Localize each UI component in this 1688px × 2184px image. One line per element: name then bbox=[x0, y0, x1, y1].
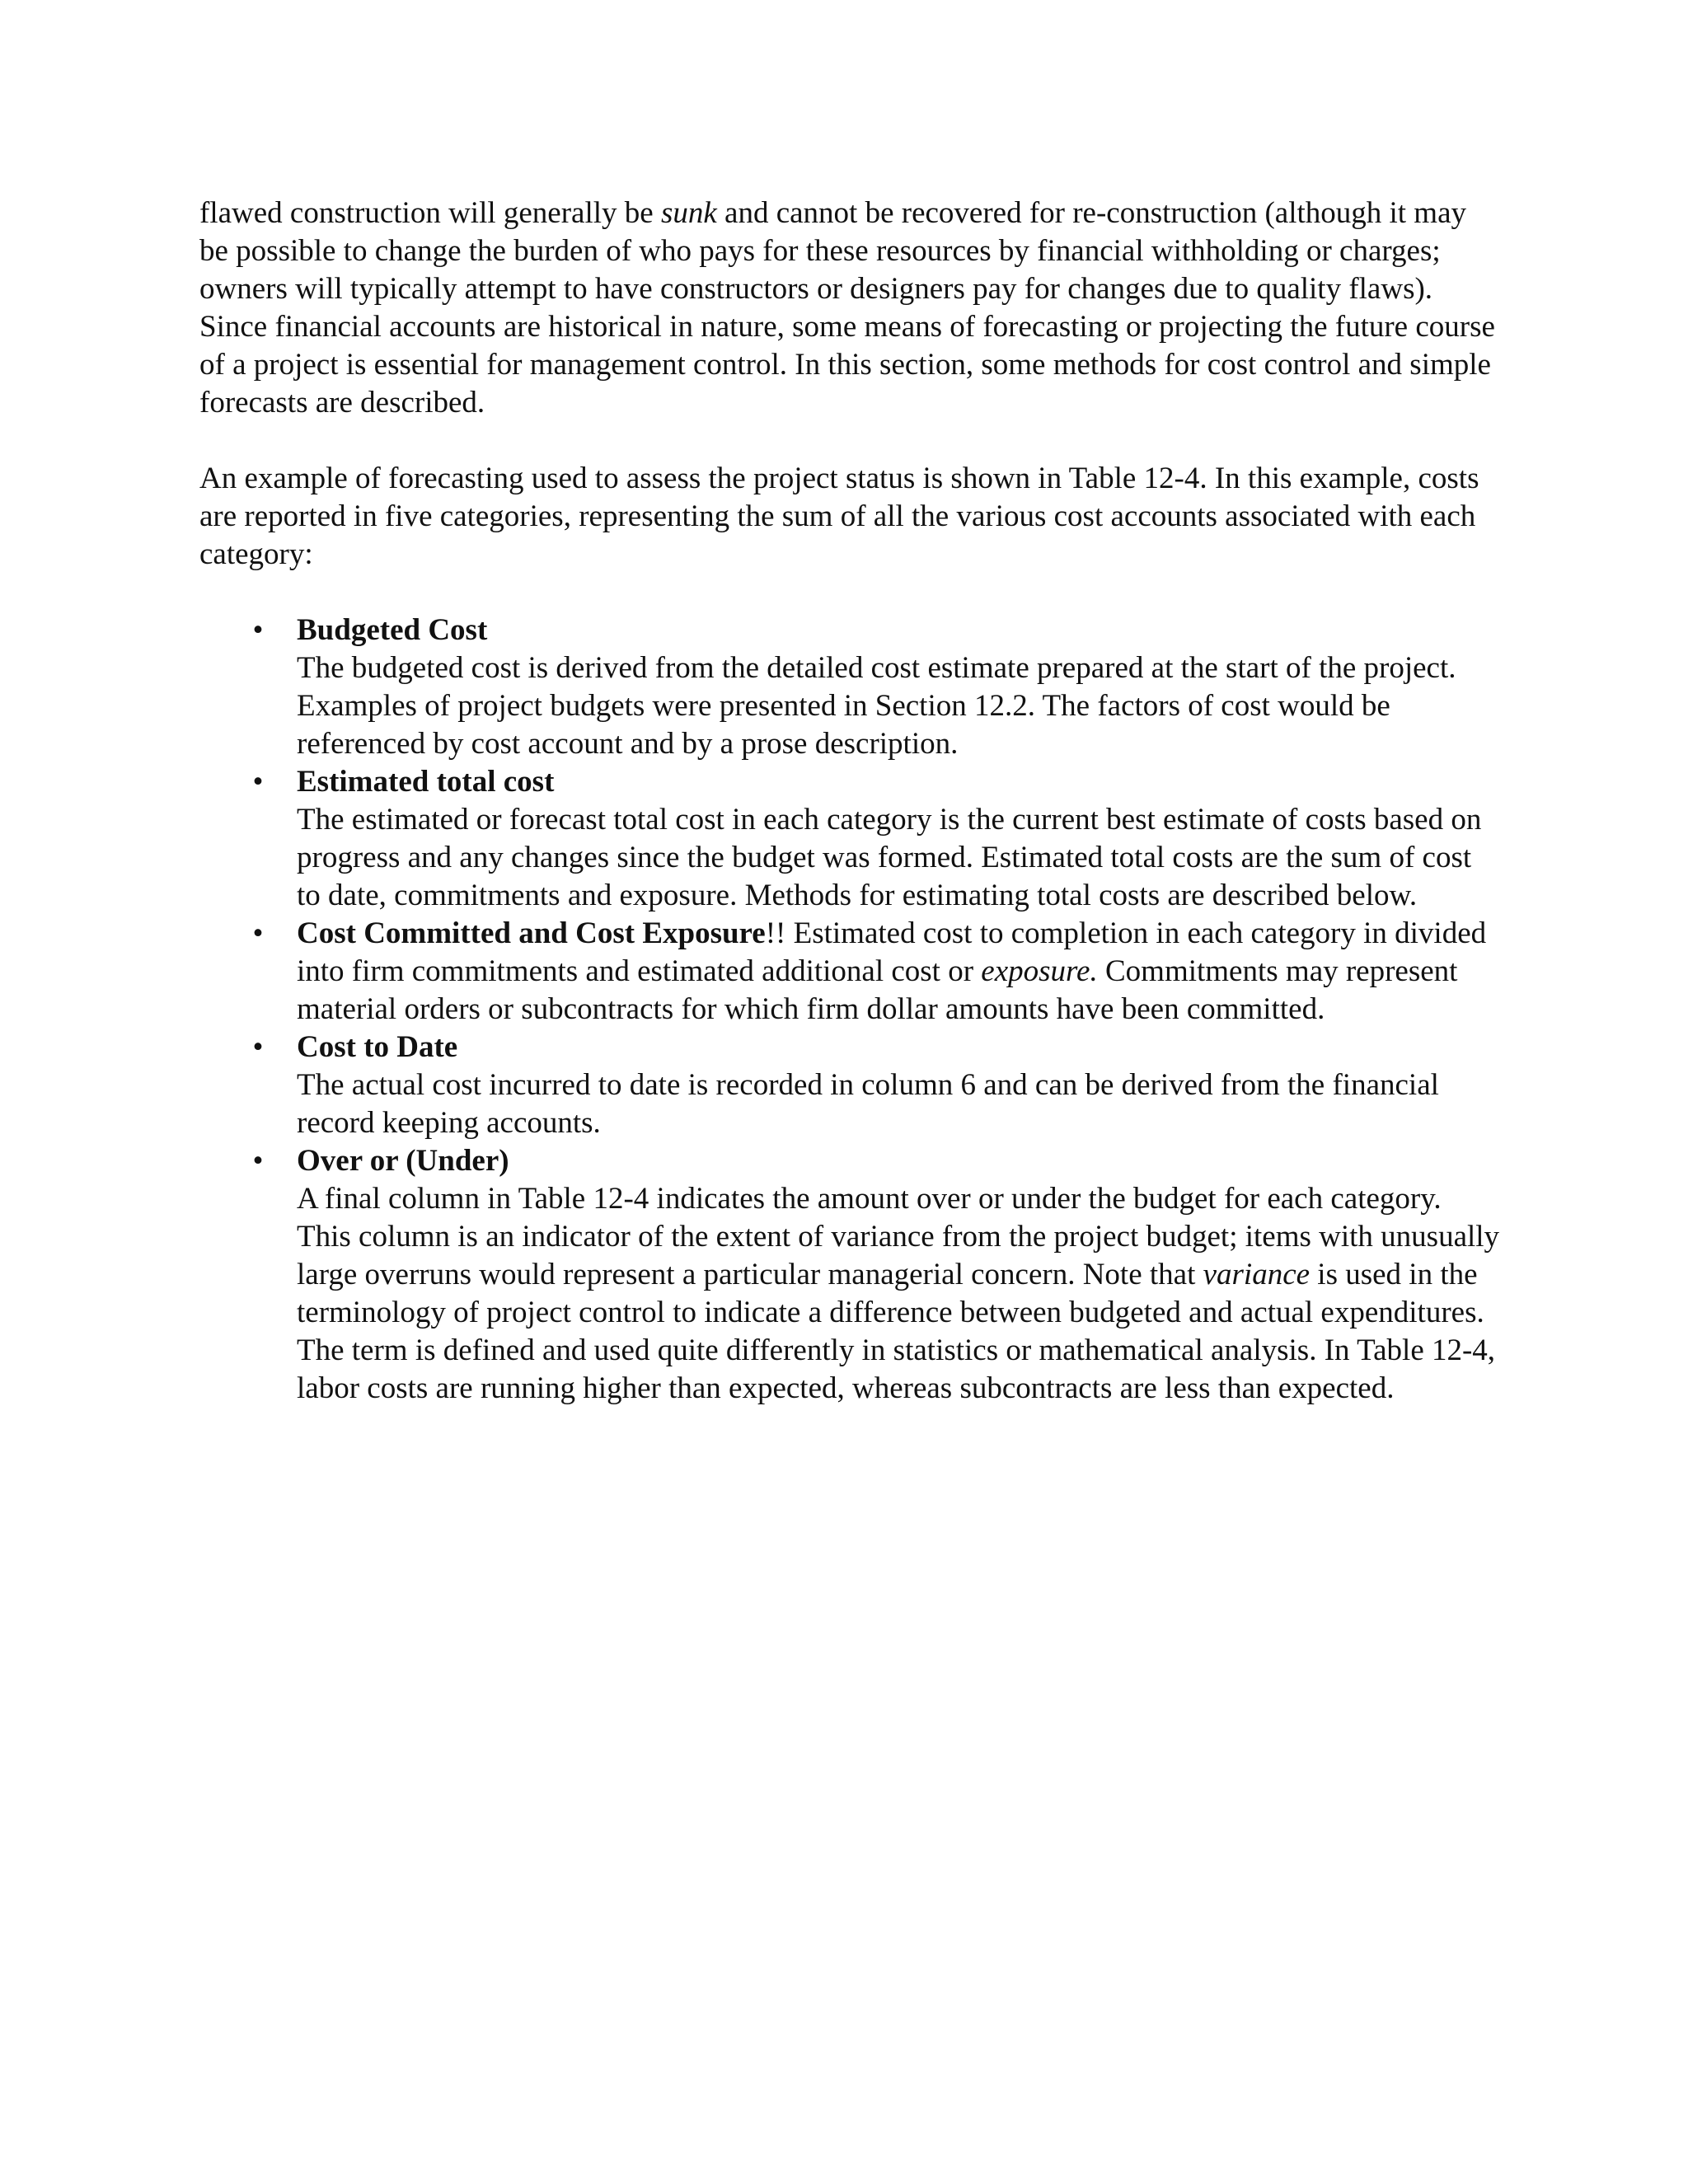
desc-over-under-a: A final column in Table 12-4 indicates the amount over or under the budget for each category. This column is an indicator of the extent of variance from the project budget; items with unusually large overruns would represent a particular managerial concern. Note that bbox=[297, 1182, 1500, 1291]
list-item-budgeted-cost bbox=[199, 612, 1502, 763]
term-estimated-total-cost: Estimated total cost bbox=[297, 765, 555, 799]
intro-italic-sunk: sunk bbox=[660, 196, 717, 230]
desc-cost-committed-b: Commitments may represent material orders or subcontracts for which firm dollar amounts have been committed. bbox=[297, 954, 1458, 1026]
term-over-under: Over or (Under) bbox=[297, 1144, 509, 1178]
list-item-cost-committed bbox=[199, 915, 1502, 1029]
bullet-icon: • bbox=[252, 916, 264, 950]
bullet-icon: • bbox=[252, 1144, 264, 1178]
list-item-over-under bbox=[199, 1142, 1502, 1408]
desc-cost-committed-a: !! Estimated cost to completion in each category in divided into firm commitments and estimated additional cost or bbox=[297, 916, 1487, 988]
desc-over-under-b: is used in the terminology of project control to indicate a difference between budgeted and actual expenditures. The term is defined and used quite differently in statistics or mathematical analysis. In Table 12-4, labor costs are running higher than expected, whereas subcontracts are less than expected. bbox=[297, 1258, 1496, 1405]
term-cost-committed: Cost Committed and Cost Exposure bbox=[297, 916, 766, 950]
bullet-icon: • bbox=[252, 1030, 264, 1064]
intro-paragraph bbox=[199, 194, 1502, 422]
intro-text-part1: flawed construction will generally be bbox=[199, 196, 661, 230]
cost-category-list bbox=[199, 612, 1502, 1408]
forecast-paragraph: An example of forecasting used to assess the project status is shown in Table 12-4. In this example, costs are reported in five categories, representing the sum of all the various cost accounts associated with each category: bbox=[199, 462, 1479, 571]
bullet-icon: • bbox=[252, 613, 264, 647]
term-cost-to-date: Cost to Date bbox=[297, 1030, 458, 1064]
desc-over-under bbox=[297, 1180, 1502, 1408]
document-page bbox=[199, 194, 1502, 1408]
desc-over-under-italic: variance bbox=[1203, 1258, 1311, 1291]
list-item-cost-to-date bbox=[199, 1029, 1502, 1142]
intro-text-part2: and cannot be recovered for re-construction (although it may be possible to change the burden of who pays for these resources by financial withholding or charges; owners will typically attempt to have constructors or designers pay for changes due to quality flaws). Since financial accounts are historical in nature, some means of forecasting or projecting the future course of a project is essential for management control. In this section, some methods for cost control and simple forecasts are described. bbox=[199, 196, 1495, 419]
term-budgeted-cost: Budgeted Cost bbox=[297, 613, 488, 647]
list-item-estimated-total-cost bbox=[199, 763, 1502, 915]
desc-estimated-total-cost: The estimated or forecast total cost in each category is the current best estimate of costs based on progress and any changes since the budget was formed. Estimated total costs are the sum of cost to date, commitments and exposure. Methods for estimating total costs are described below. bbox=[297, 803, 1482, 912]
desc-cost-committed-italic: exposure. bbox=[981, 954, 1098, 988]
desc-budgeted-cost: The budgeted cost is derived from the detailed cost estimate prepared at the start of the project. Examples of project budgets were presented in Section 12.2. The factors of cost would be referenced by cost account and by a prose description. bbox=[297, 651, 1456, 761]
desc-cost-to-date: The actual cost incurred to date is recorded in column 6 and can be derived from the financial record keeping accounts. bbox=[297, 1068, 1439, 1140]
bullet-icon: • bbox=[252, 765, 264, 799]
